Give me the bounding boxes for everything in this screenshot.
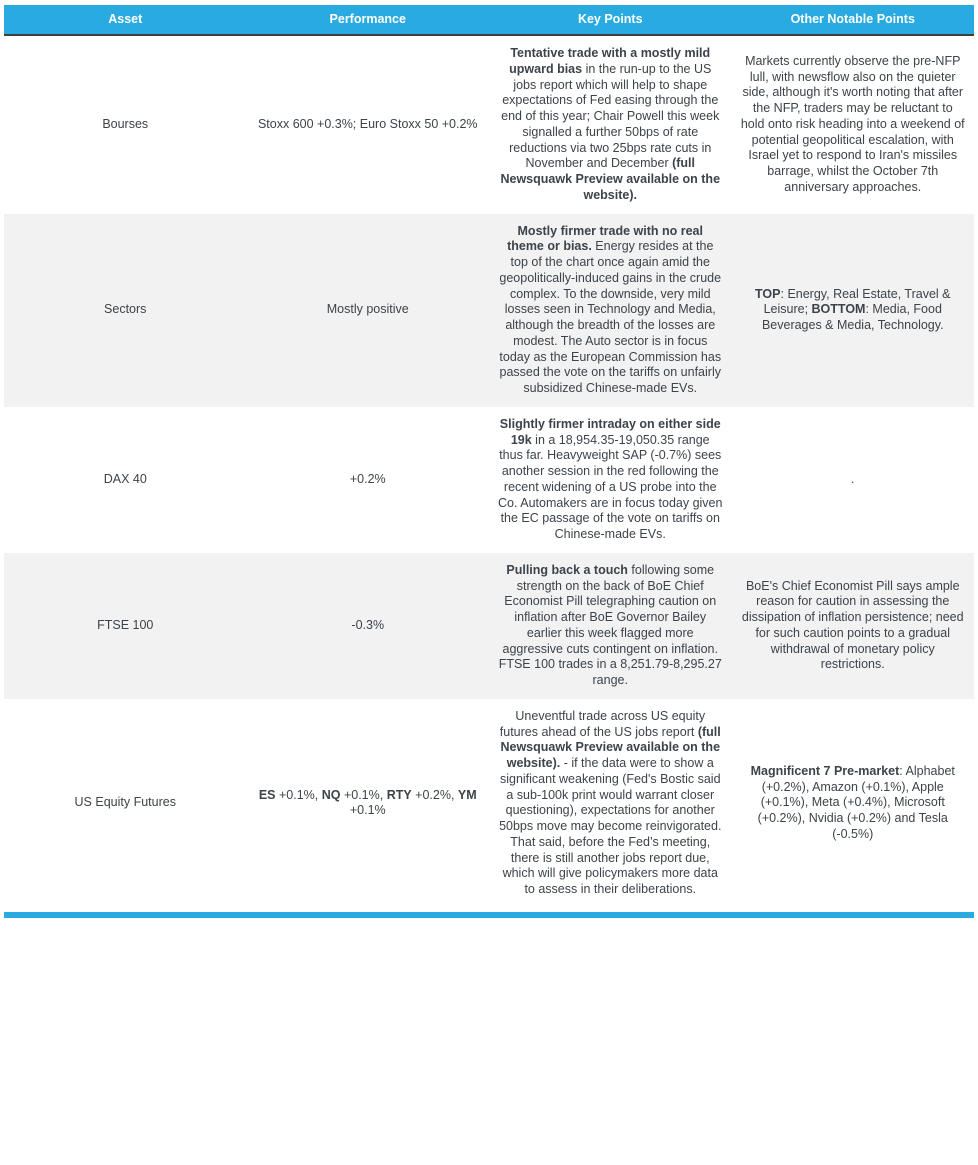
- other-notable-points-text: .: [851, 471, 855, 486]
- other-notable-points-text: TOP: Energy, Real Estate, Travel & Leisure; BOTTOM: Media, Food Beverages & Media, Technology.: [755, 286, 951, 332]
- asset-text: FTSE 100: [97, 617, 154, 632]
- asset-text: Sectors: [104, 302, 147, 317]
- key-points-text: Mostly firmer trade with no real theme or bias. Energy resides at the top of the chart once again amid the geopolitically-induced gains in the crude complex. To the downside, very mild losses seen in Technology and Media, although the breadth of the losses are modest. The Auto sector is in focus today as the European Commission has passed the vote on the tariffs on unfairly subsidized Chinese-made EVs.: [499, 223, 722, 395]
- table-header-row: [4, 5, 974, 36]
- key-points-cell: [489, 407, 732, 553]
- other-notable-points-text: Magnificent 7 Pre-market: Alphabet (+0.2%), Amazon (+0.1%), Apple (+0.1%), Meta (+0.4%), Microsoft (+0.2%), Nvidia (+0.2%) and Tesla (-0.5%): [750, 763, 955, 841]
- table-row-us-equity-futures: [4, 699, 974, 908]
- performance-cell: [247, 553, 490, 699]
- other-notable-points-cell: [732, 553, 975, 699]
- key-points-text: Tentative trade with a mostly mild upward bias in the run-up to the US jobs report which will help to shape expectations of Fed easing through the end of this year; Chair Powell this week signalled a further 50bps of rate reductions via two 25bps rate cuts in November and December (full Newsquawk Preview available on the website).: [500, 46, 721, 202]
- performance-text: -0.3%: [351, 617, 385, 632]
- other-notable-points-cell: [732, 699, 975, 908]
- other-notable-points-text: Markets currently observe the pre-NFP lull, with newsflow also on the quieter side, although it's worth noting that after the NFP, traders may be reluctant to hold onto risk heading into a weekend of potential geopolitical escalation, with Israel yet to respond to Iran's missiles barrage, whilst the October 7th anniversary approaches.: [740, 53, 965, 194]
- table-row-sectors: [4, 214, 974, 407]
- performance-cell: [247, 214, 490, 407]
- key-points-cell: [489, 553, 732, 699]
- key-points-cell: [489, 699, 732, 908]
- other-notable-points-cell: [732, 407, 975, 553]
- column-header-other-notable-points: Other Notable Points: [790, 12, 915, 26]
- column-header-key-points: Key Points: [577, 12, 643, 26]
- table-row-ftse-100: [4, 553, 974, 699]
- key-points-cell: [489, 36, 732, 214]
- performance-text: +0.2%: [349, 471, 386, 486]
- key-points-text: Uneventful trade across US equity futures ahead of the US jobs report (full Newsquawk Preview available on the website). - if the data were to show a significant weakening (Fed's Bostic said a sub-100k print would warrant closer questioning), expectations for another 50bps move may become reinvigorated. That said, before the Fed’s meeting, there is still another jobs report due, which will give policymakers more data to assess in their deliberations.: [499, 708, 722, 896]
- table-row-bourses: [4, 36, 974, 214]
- column-header-performance: Performance: [329, 12, 406, 26]
- asset-text: Bourses: [102, 116, 149, 131]
- other-notable-points-cell: [732, 36, 975, 214]
- asset-cell: [4, 36, 247, 214]
- key-points-text: Slightly firmer intraday on either side 19k in a 18,954.35-19,050.35 range thus far. Heavyweight SAP (-0.7%) sees another session in the red following the recent widening of a US probe into the Co. Automakers are in focus today given the EC passage of the vote on tariffs on Chinese-made EVs.: [498, 416, 723, 541]
- performance-text: Stoxx 600 +0.3%; Euro Stoxx 50 +0.2%: [257, 116, 478, 131]
- footer-accent-bar: [4, 912, 974, 918]
- performance-cell: [247, 699, 490, 908]
- performance-text: ES +0.1%, NQ +0.1%, RTY +0.2%, YM +0.1%: [258, 787, 477, 818]
- key-points-cell: [489, 214, 732, 407]
- other-notable-points-text: BoE's Chief Economist Pill says ample reason for caution in assessing the dissipation of inflation persistence; need for such caution points to a gradual withdrawal of monetary policy restrictions.: [741, 578, 964, 672]
- asset-text: DAX 40: [103, 471, 147, 486]
- column-header-asset: Asset: [108, 12, 143, 26]
- performance-cell: [247, 407, 490, 553]
- table-row-dax-40: [4, 407, 974, 553]
- asset-cell: [4, 699, 247, 908]
- asset-cell: [4, 214, 247, 407]
- asset-cell: [4, 553, 247, 699]
- key-points-text: Pulling back a touch following some strength on the back of BoE Chief Economist Pill telegraphing caution on inflation after BoE Governor Bailey earlier this week flagged more aggressive cuts contingent on inflation. FTSE 100 trades in a 8,251.79-8,295.27 range.: [498, 562, 722, 687]
- asset-briefing-table: [4, 5, 974, 908]
- asset-text: US Equity Futures: [74, 795, 176, 810]
- asset-cell: [4, 407, 247, 553]
- table-body: [4, 36, 974, 908]
- performance-cell: [247, 36, 490, 214]
- other-notable-points-cell: [732, 214, 975, 407]
- performance-text: Mostly positive: [326, 302, 409, 317]
